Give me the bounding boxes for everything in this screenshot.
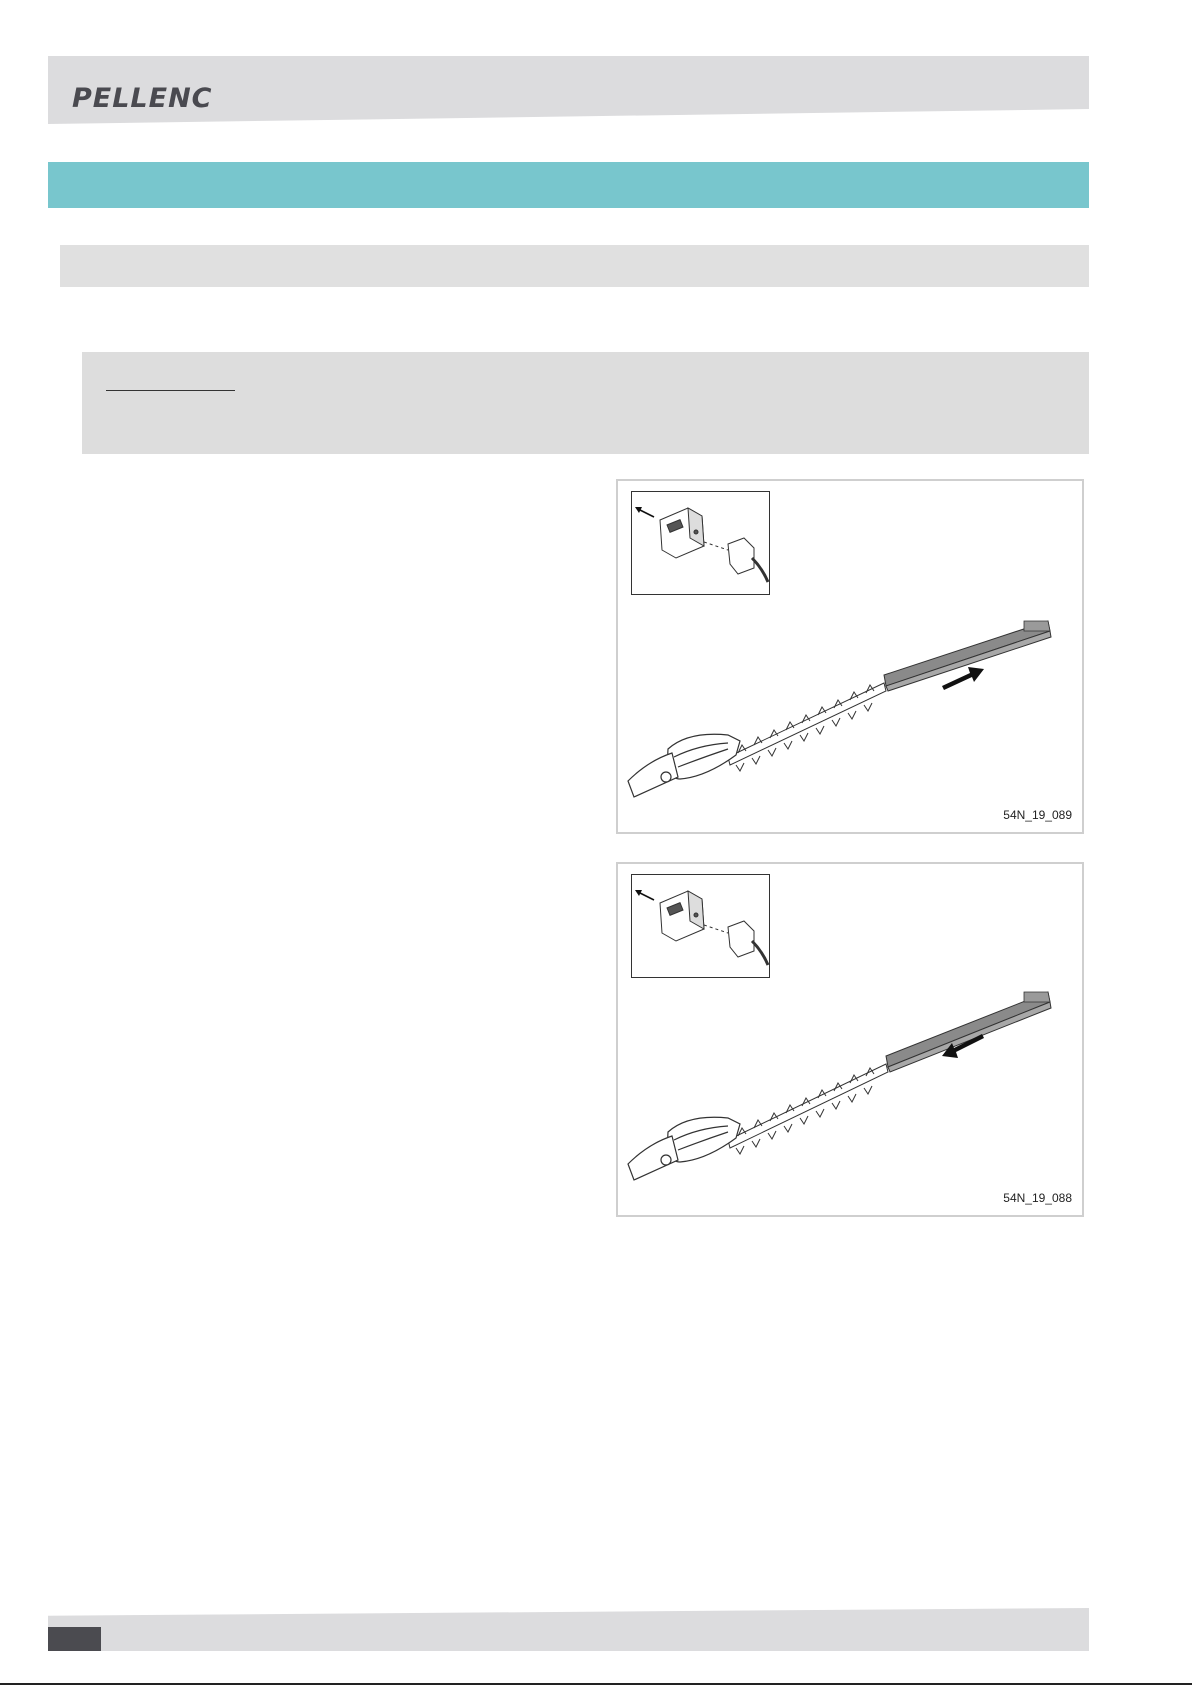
figure-code: 54N_19_089 [1003, 808, 1072, 822]
page-number-tab [48, 1627, 101, 1651]
battery-connector-icon [660, 508, 704, 558]
figure-blade-cover-removal [616, 479, 1084, 834]
cutting-blade [728, 1064, 888, 1154]
note-heading-underline [106, 390, 235, 391]
battery-disconnect-inset [631, 491, 770, 595]
pull-arrow-icon [635, 890, 654, 900]
subsection-title-bar [60, 245, 1089, 287]
cable-plug-icon [728, 538, 768, 582]
battery-connector-icon [660, 891, 704, 941]
section-title-bar [48, 162, 1089, 208]
figure-blade-cover-fitting [616, 862, 1084, 1217]
pull-arrow-icon [635, 507, 654, 517]
footer-band [48, 1608, 1089, 1651]
cable-plug-icon [728, 921, 768, 965]
figure-code: 54N_19_088 [1003, 1191, 1072, 1205]
note-box [82, 352, 1089, 454]
trimmer-head [628, 1117, 740, 1180]
cutting-blade [728, 683, 886, 771]
blade-cover [884, 621, 1051, 691]
blade-cover [886, 992, 1051, 1072]
trimmer-head [628, 734, 740, 797]
pellenc-logo [70, 80, 213, 114]
battery-disconnect-inset [631, 874, 770, 978]
svg-text:PELLENC: PELLENC [72, 83, 213, 114]
